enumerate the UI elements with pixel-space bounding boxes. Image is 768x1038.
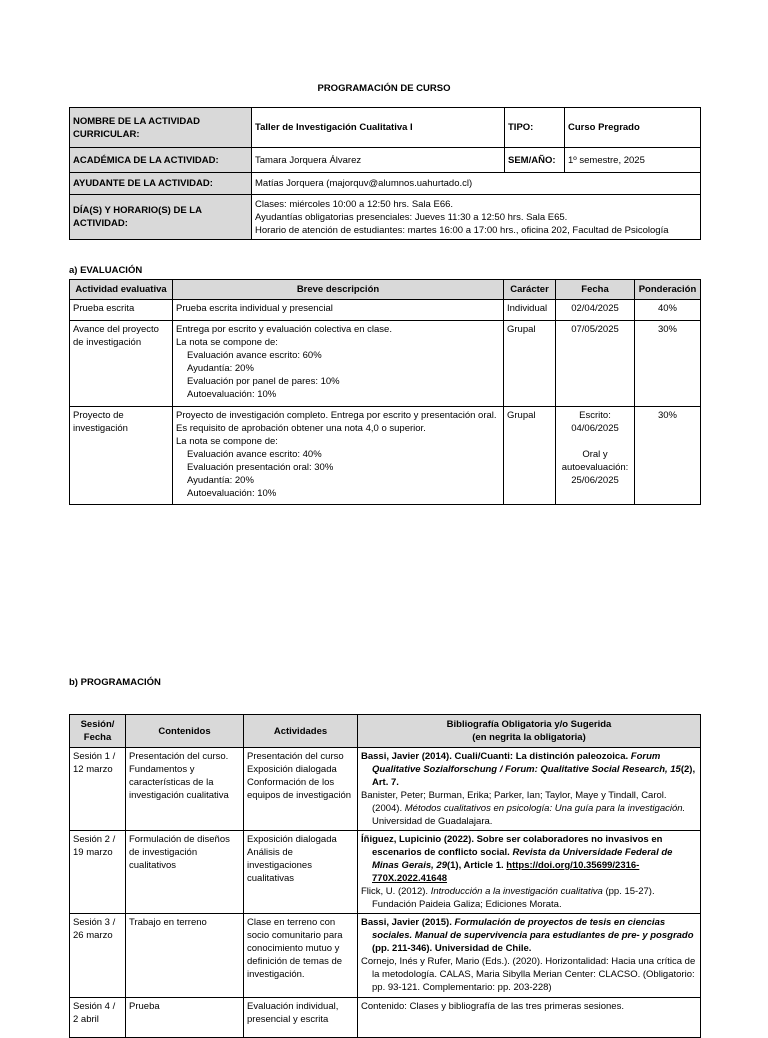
- course-info-table: [69, 107, 701, 240]
- eval-fecha: [556, 407, 635, 505]
- eval-componente: Autoevaluación: 10%: [187, 488, 277, 499]
- horario-line: Horario de atención de estudiantes: martes 16:00 a 17:00 hrs., oficina 202, Facultad de Psicología: [255, 224, 669, 236]
- page-title: PROGRAMACIÓN DE CURSO: [317, 83, 451, 94]
- bib-entry: [361, 955, 697, 994]
- prog-bibliografia: [358, 831, 701, 914]
- tipo-value: Curso Pregrado: [565, 108, 701, 148]
- bib-publisher: Universidad de Guadalajara.: [372, 816, 493, 827]
- horario-value: [252, 195, 701, 240]
- eval-ponderacion: 30%: [635, 321, 701, 407]
- prog-actividad: Exposición dialogada: [247, 834, 337, 845]
- prog-actividad: Conformación de los equipos de investigación: [247, 777, 352, 801]
- prog-bibliografia: [358, 748, 701, 831]
- eval-header-ponderacion: Ponderación: [635, 280, 701, 300]
- prog-actividad: Análisis de investigaciones cualitativas: [247, 847, 312, 884]
- prog-header-sesion: Sesión/ Fecha: [70, 715, 126, 748]
- prog-sesion: Sesión 4 / 2 abril: [70, 998, 126, 1038]
- bib-author-title: Bassi, Javier (2014). Cuali/Cuanti: La distinción paleozoica.: [361, 751, 631, 762]
- ayudante-value: Matías Jorquera (majorquv@alumnos.uahurtado.cl): [252, 173, 701, 195]
- eval-header-actividad: Actividad evaluativa: [70, 280, 173, 300]
- bib-publisher: (pp. 15-27). Fundación Paideia Galiza; Ediciones Morata.: [372, 886, 655, 910]
- eval-componente: Evaluación avance escrito: 40%: [187, 449, 322, 460]
- bib-entry: [361, 789, 697, 828]
- eval-fecha-line: Escrito:: [579, 410, 611, 421]
- prog-header-bib-line: (en negrita la obligatoria): [472, 732, 586, 743]
- eval-componente: Evaluación por panel de pares: 10%: [187, 376, 340, 387]
- academica-value: Tamara Jorquera Álvarez: [252, 148, 505, 173]
- bib-book-title: Introducción a la investigación cualitativa: [430, 886, 603, 897]
- eval-fecha-line: 02/04/2025: [571, 303, 619, 314]
- bib-authors: Banister, Peter; Burman, Erika; Parker, Ian; Taylor, Maye y Tindall, Carol. (2004).: [361, 790, 667, 814]
- nombre-label: NOMBRE DE LA ACTIVIDAD CURRICULAR:: [70, 108, 252, 148]
- eval-fecha-line: [559, 435, 631, 448]
- table-row: [70, 407, 701, 505]
- eval-header-descripcion: Breve descripción: [173, 280, 504, 300]
- eval-componente: Ayudantía: 20%: [187, 363, 254, 374]
- table-row: [70, 998, 701, 1038]
- academica-label: ACADÉMICA DE LA ACTIVIDAD:: [70, 148, 252, 173]
- nombre-value: Taller de Investigación Cualitativa I: [252, 108, 505, 148]
- eval-componente: Autoevaluación: 10%: [187, 389, 277, 400]
- bib-authors: Flick, U. (2012).: [361, 886, 431, 897]
- prog-sesion: Sesión 1 / 12 marzo: [70, 748, 126, 831]
- prog-actividades: [244, 914, 358, 998]
- eval-caracter: Individual: [504, 300, 556, 321]
- eval-header-caracter: Carácter: [504, 280, 556, 300]
- prog-actividades: [244, 831, 358, 914]
- ayudante-label: AYUDANTE DE LA ACTIVIDAD:: [70, 173, 252, 195]
- prog-header-contenidos: Contenidos: [126, 715, 244, 748]
- eval-header-fecha: Fecha: [556, 280, 635, 300]
- bib-author-title: Íñiguez, Lupicinio (2022). Sobre ser colaboradores no invasivos en escenarios de conflicto social.: [361, 834, 663, 858]
- eval-fecha-line: Oral y autoevaluación:: [561, 449, 629, 473]
- horario-line: Clases: miércoles 10:00 a 12:50 hrs. Sala E66.: [255, 198, 454, 210]
- horario-line: Ayudantías obligatorias presenciales: Jueves 11:30 a 12:50 hrs. Sala E65.: [255, 211, 568, 223]
- eval-descripcion-line: La nota se compone de:: [176, 436, 278, 447]
- eval-fecha-line: 07/05/2025: [571, 324, 619, 335]
- prog-sesion: Sesión 2 / 19 marzo: [70, 831, 126, 914]
- bib-issue: (1), Article 1.: [446, 860, 507, 871]
- prog-contenidos: Prueba: [126, 998, 244, 1038]
- tipo-label: TIPO:: [505, 108, 565, 148]
- eval-descripcion: [173, 321, 504, 407]
- bib-book-title: Formulación de proyectos de tesis en ciencias sociales. Manual de supervivencia para estudiantes de pre- y posgrado: [372, 917, 694, 941]
- prog-contenidos: Presentación del curso. Fundamentos y características de la investigación cualitativa: [126, 748, 244, 831]
- semano-label: SEM/AÑO:: [505, 148, 565, 173]
- eval-actividad: Avance del proyecto de investigación: [70, 321, 173, 407]
- bib-journal: Forum Qualitative Sozialforschung / Forum: Qualitative Social Research, 15: [372, 751, 681, 775]
- eval-ponderacion: 40%: [635, 300, 701, 321]
- prog-contenidos: Trabajo en terreno: [126, 914, 244, 998]
- bib-book-title: Métodos cualitativos en psicología: Una guía para la investigación.: [404, 803, 686, 814]
- eval-descripcion-line: Entrega por escrito y evaluación colectiva en clase.: [176, 324, 392, 335]
- bib-entry: [361, 916, 697, 955]
- table-row: [70, 748, 701, 831]
- prog-header-bib-line: Bibliografía Obligatoria y/o Sugerida: [446, 719, 612, 730]
- semano-value: 1º semestre, 2025: [565, 148, 701, 173]
- eval-descripcion-line: Proyecto de investigación completo. Entrega por escrito y presentación oral. Es requisito de aprobación obtener una nota 4,0 o superior.: [176, 410, 497, 434]
- eval-actividad: Prueba escrita: [70, 300, 173, 321]
- eval-fecha-line: 04/06/2025: [571, 423, 619, 434]
- evaluacion-table: [69, 279, 701, 505]
- bib-entry: [361, 885, 697, 911]
- eval-fecha: [556, 300, 635, 321]
- eval-actividad: Proyecto de investigación: [70, 407, 173, 505]
- prog-bibliografia: Contenido: Clases y bibliografía de las tres primeras sesiones.: [358, 998, 701, 1038]
- prog-sesion: Sesión 3 / 26 marzo: [70, 914, 126, 998]
- programacion-section-title: b) PROGRAMACIÓN: [69, 677, 161, 688]
- table-row: [70, 831, 701, 914]
- bib-journal: Revista da Universidade Federal de Minas Gerais, 29: [372, 847, 673, 871]
- prog-header-actividades: Actividades: [244, 715, 358, 748]
- prog-header-bibliografia: [358, 715, 701, 748]
- eval-ponderacion: 30%: [635, 407, 701, 505]
- bib-authors: Cornejo, Inés y Rufer, Mario (Eds.). (2020). Horizontalidad: Hacia una crítica de la metodología. CALAS, Maria Sibylla Merian Center: CLACSO. (Obligatorio: pp. 93-121. Complementario: pp. 203-228): [361, 956, 696, 993]
- prog-actividad: Evaluación individual, presencial y escrita: [247, 1001, 339, 1025]
- table-row: [70, 914, 701, 998]
- eval-caracter: Grupal: [504, 407, 556, 505]
- table-row: [70, 300, 701, 321]
- eval-descripcion-line: La nota se compone de:: [176, 337, 278, 348]
- bib-issue: (2), Art. 7.: [372, 764, 696, 788]
- eval-fecha: [556, 321, 635, 407]
- prog-actividades: [244, 748, 358, 831]
- prog-bibliografia: [358, 914, 701, 998]
- eval-componente: Evaluación presentación oral: 30%: [187, 462, 334, 473]
- prog-actividades: [244, 998, 358, 1038]
- bib-entry: [361, 833, 697, 885]
- bib-publisher: (pp. 211-346). Universidad de Chile.: [372, 943, 532, 954]
- bib-doi-link[interactable]: https://doi.org/10.35699/2316-770X.2022.41648: [372, 860, 640, 884]
- eval-descripcion: [173, 300, 504, 321]
- prog-actividad: Presentación del curso: [247, 751, 344, 762]
- eval-componente: Evaluación avance escrito: 60%: [187, 350, 322, 361]
- prog-actividad: Clase en terreno con socio comunitario para conocimiento mutuo y definición de temas de investigación.: [247, 917, 343, 980]
- eval-componente: Ayudantía: 20%: [187, 475, 254, 486]
- eval-descripcion-line: Prueba escrita individual y presencial: [176, 303, 333, 314]
- bib-entry: [361, 750, 697, 789]
- eval-caracter: Grupal: [504, 321, 556, 407]
- eval-fecha-line: 25/06/2025: [571, 475, 619, 486]
- programacion-table: [69, 714, 701, 1038]
- horario-label: DÍA(S) Y HORARIO(S) DE LA ACTIVIDAD:: [70, 195, 252, 240]
- eval-descripcion: [173, 407, 504, 505]
- prog-actividad: Exposición dialogada: [247, 764, 337, 775]
- bib-author-title: Bassi, Javier (2015).: [361, 917, 455, 928]
- table-row: [70, 321, 701, 407]
- evaluacion-section-title: a) EVALUACIÓN: [69, 265, 143, 276]
- prog-contenidos: Formulación de diseños de investigación cualitativos: [126, 831, 244, 914]
